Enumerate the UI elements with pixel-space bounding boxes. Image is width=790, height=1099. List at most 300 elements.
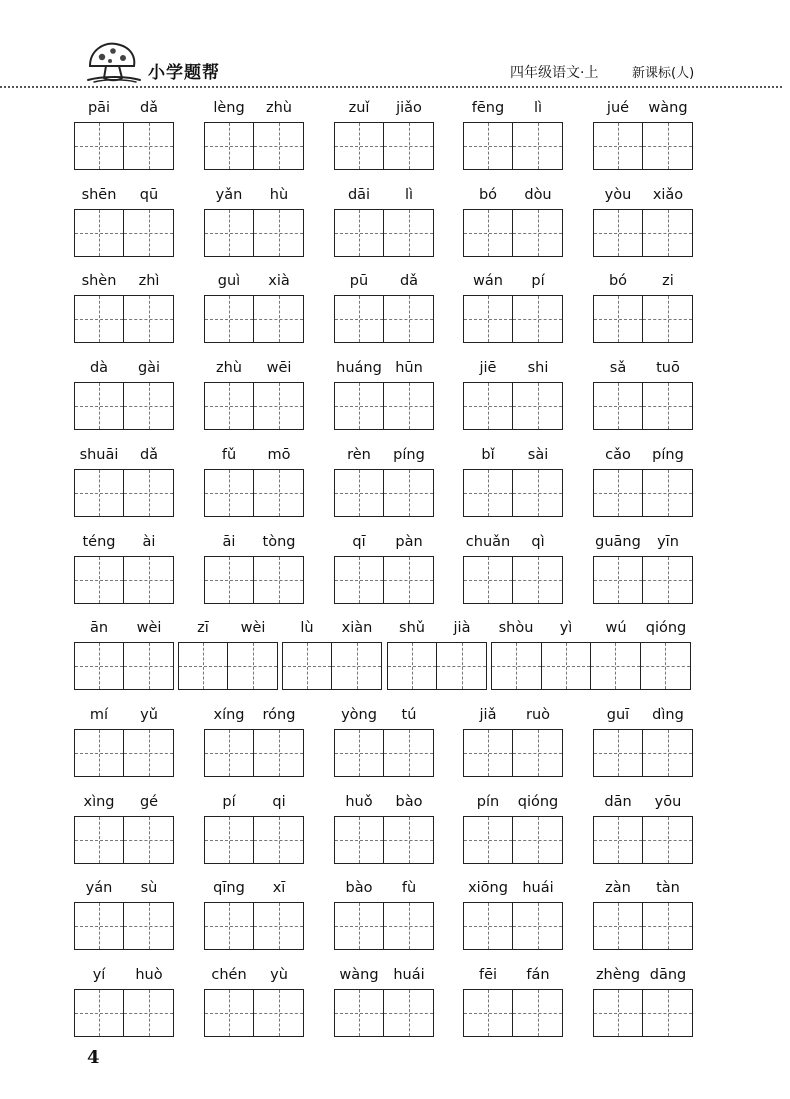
tianzige-cell[interactable] [75,990,124,1036]
tianzige-cell[interactable] [124,383,173,429]
pinyin-syllable: yǔ [140,706,158,723]
pinyin-syllable: wán [473,273,503,290]
writing-boxes [593,556,693,604]
tianzige-cell[interactable] [254,383,303,429]
tianzige-cell[interactable] [75,383,124,429]
pinyin-syllable: shòu [498,620,534,637]
word-item [74,534,174,614]
pinyin-label [593,707,693,725]
pinyin-syllable: huò [135,967,163,983]
tianzige-cell[interactable] [492,643,542,689]
writing-boxes [463,469,563,517]
tianzige-cell[interactable] [643,383,692,429]
tianzige-cell[interactable] [594,557,643,603]
tianzige-cell[interactable] [464,730,513,776]
pinyin-label [334,534,434,552]
writing-boxes [491,642,691,690]
pinyin-syllable: dǎ [399,273,419,290]
pinyin-label [74,100,174,118]
tianzige-cell[interactable] [641,643,691,689]
tianzige-cell[interactable] [591,643,641,689]
word-item [204,187,304,267]
tianzige-cell[interactable] [643,210,692,256]
tianzige-cell[interactable] [205,817,254,863]
writing-boxes [334,556,434,604]
pinyin-syllable: hūn [395,360,423,377]
pinyin-label [204,100,304,118]
writing-boxes [463,902,563,950]
pinyin-syllable: pí [531,273,545,290]
writing-boxes [463,209,563,257]
tianzige-cell[interactable] [643,903,692,949]
word-item [593,794,693,874]
tianzige-cell[interactable] [384,123,433,169]
writing-boxes [204,469,304,517]
writing-boxes [593,902,693,950]
tianzige-cell[interactable] [384,210,433,256]
tianzige-cell[interactable] [124,990,173,1036]
writing-boxes [334,469,434,517]
word-item [334,794,434,874]
tianzige-cell[interactable] [643,123,692,169]
pinyin-label [593,100,693,118]
pinyin-syllable: bǐ [481,446,495,463]
pinyin-syllable: yí [92,967,106,983]
pinyin-syllable: chuǎn [465,533,511,550]
pinyin-label [204,967,304,985]
pinyin-label [593,273,693,291]
exercise-row [0,794,790,874]
tianzige-cell[interactable] [75,643,124,689]
pinyin-label [204,794,304,812]
tianzige-cell[interactable] [205,990,254,1036]
tianzige-cell[interactable] [513,903,562,949]
tianzige-cell[interactable] [335,557,384,603]
pinyin-syllable: āi [222,533,236,550]
writing-boxes [334,902,434,950]
tianzige-cell[interactable] [205,557,254,603]
pinyin-syllable: guī [606,706,630,723]
pinyin-syllable: shēn [81,186,117,203]
pinyin-syllable: qīng [213,880,245,897]
writing-boxes [593,729,693,777]
tianzige-cell[interactable] [384,990,433,1036]
tianzige-cell[interactable] [75,470,124,516]
pinyin-syllable: xī [272,880,286,897]
tianzige-cell[interactable] [464,470,513,516]
pinyin-label [593,187,693,205]
pinyin-syllable: dāng [649,967,687,983]
pinyin-label [74,707,174,725]
word-item [74,100,174,180]
tianzige-cell[interactable] [205,296,254,342]
writing-boxes [593,816,693,864]
writing-boxes [463,816,563,864]
pinyin-syllable: shi [527,360,549,377]
tianzige-cell[interactable] [513,470,562,516]
pinyin-label [463,967,563,985]
tianzige-cell[interactable] [75,730,124,776]
pinyin-label [334,273,434,291]
tianzige-cell[interactable] [254,470,303,516]
tianzige-cell[interactable] [464,990,513,1036]
word-item [204,880,304,960]
tianzige-cell[interactable] [205,903,254,949]
tianzige-cell[interactable] [205,123,254,169]
exercise-row [0,273,790,353]
pinyin-label [463,100,563,118]
tianzige-cell[interactable] [335,903,384,949]
writing-boxes [593,122,693,170]
pinyin-label [334,100,434,118]
pinyin-syllable: yōu [654,793,682,810]
tianzige-cell[interactable] [75,210,124,256]
word-item [463,707,563,787]
pinyin-label [74,794,174,812]
pinyin-label [204,360,304,378]
pinyin-syllable: píng [393,446,425,463]
tianzige-cell[interactable] [179,643,228,689]
tianzige-cell[interactable] [437,643,486,689]
pinyin-syllable: dǎ [139,100,159,116]
word-item [463,880,563,960]
tianzige-cell[interactable] [75,903,124,949]
tianzige-cell[interactable] [254,730,303,776]
pinyin-syllable: yīn [657,533,679,550]
writing-boxes [74,556,174,604]
pinyin-syllable: tú [401,706,417,723]
pinyin-syllable: jià [453,620,471,637]
pinyin-syllable: fán [526,967,550,983]
tianzige-cell[interactable] [513,817,562,863]
writing-boxes [74,902,174,950]
pinyin-syllable: tuō [656,360,680,377]
pinyin-syllable: gài [137,360,161,377]
tianzige-cell[interactable] [124,643,173,689]
tianzige-cell[interactable] [464,123,513,169]
pinyin-syllable: mō [267,446,291,463]
tianzige-cell[interactable] [335,990,384,1036]
pinyin-syllable: yòng [341,706,377,723]
pinyin-label [334,360,434,378]
tianzige-cell[interactable] [335,730,384,776]
word-item [334,273,434,353]
tianzige-cell[interactable] [594,296,643,342]
word-item [204,794,304,874]
tianzige-cell[interactable] [643,470,692,516]
word-item [334,880,434,960]
writing-boxes [204,729,304,777]
exercise-row [0,967,790,1047]
tianzige-cell[interactable] [513,210,562,256]
tianzige-cell[interactable] [335,123,384,169]
pinyin-syllable: zhù [216,360,242,377]
writing-boxes [74,295,174,343]
tianzige-cell[interactable] [124,730,173,776]
pinyin-syllable: zī [197,620,209,637]
tianzige-cell[interactable] [283,643,332,689]
tianzige-cell[interactable] [388,643,437,689]
tianzige-cell[interactable] [384,730,433,776]
tianzige-cell[interactable] [464,817,513,863]
word-item [334,534,434,614]
tianzige-cell[interactable] [335,296,384,342]
pinyin-label [593,534,693,552]
tianzige-cell[interactable] [124,557,173,603]
tianzige-cell[interactable] [594,470,643,516]
pinyin-syllable: sǎ [609,360,627,377]
tianzige-cell[interactable] [205,470,254,516]
tianzige-cell[interactable] [464,296,513,342]
tianzige-cell[interactable] [464,903,513,949]
pinyin-syllable: dìng [652,706,684,723]
tianzige-cell[interactable] [513,557,562,603]
pinyin-syllable: xíng [213,706,245,723]
writing-boxes [74,382,174,430]
pinyin-syllable: xìng [83,793,115,810]
tianzige-cell[interactable] [335,817,384,863]
tianzige-cell[interactable] [75,296,124,342]
tianzige-cell[interactable] [254,557,303,603]
tianzige-cell[interactable] [335,383,384,429]
pinyin-label [463,273,563,291]
tianzige-cell[interactable] [643,730,692,776]
tianzige-cell[interactable] [643,296,692,342]
writing-boxes [334,729,434,777]
tianzige-cell[interactable] [332,643,381,689]
pinyin-syllable: hù [269,186,289,203]
pinyin-label [463,794,563,812]
exercise-row [0,620,790,700]
writing-boxes [74,469,174,517]
tianzige-cell[interactable] [464,383,513,429]
word-item [74,360,174,440]
pinyin-syllable: qióng [517,793,559,810]
word-item [74,707,174,787]
pinyin-syllable: mí [89,706,109,723]
pinyin-syllable: lì [404,186,414,203]
pinyin-label [204,534,304,552]
word-item [74,447,174,527]
tianzige-cell[interactable] [254,990,303,1036]
pinyin-syllable: jiǎo [396,100,422,116]
writing-boxes [282,642,382,690]
pinyin-label [463,447,563,465]
writing-boxes [334,989,434,1037]
tianzige-cell[interactable] [335,470,384,516]
pinyin-syllable: zàn [605,880,631,897]
pinyin-label [593,447,693,465]
tianzige-cell[interactable] [228,643,277,689]
pinyin-syllable: sù [140,880,158,897]
word-item [463,187,563,267]
word-item [463,100,563,180]
pinyin-label [204,187,304,205]
tianzige-cell[interactable] [594,817,643,863]
pinyin-syllable: wēi [266,360,292,377]
tianzige-cell[interactable] [594,383,643,429]
tianzige-cell[interactable] [513,123,562,169]
tianzige-cell[interactable] [513,296,562,342]
writing-boxes [463,122,563,170]
pinyin-syllable: qi [272,793,286,810]
pinyin-syllable: bào [395,793,423,810]
tianzige-cell[interactable] [75,557,124,603]
pinyin-label [593,794,693,812]
writing-boxes [204,122,304,170]
word-item [334,447,434,527]
pinyin-syllable: ān [89,620,109,637]
pinyin-syllable: fēng [471,100,505,116]
pinyin-syllable: lì [533,100,543,116]
pinyin-syllable: jiǎ [479,706,497,723]
tianzige-cell[interactable] [594,903,643,949]
pinyin-label [74,273,174,291]
tianzige-cell[interactable] [384,903,433,949]
tianzige-cell[interactable] [124,296,173,342]
tianzige-cell[interactable] [205,730,254,776]
tianzige-cell[interactable] [594,123,643,169]
word-item [593,534,693,614]
edition-label: 新课标(人) [632,66,695,81]
pinyin-syllable: zhù [266,100,292,116]
tianzige-cell[interactable] [643,990,692,1036]
word-item [74,620,174,700]
pinyin-syllable: wàng [648,100,688,116]
writing-boxes [74,989,174,1037]
tianzige-cell[interactable] [643,557,692,603]
exercise-row [0,360,790,440]
pinyin-label [204,880,304,898]
exercise-row [0,187,790,267]
pinyin-syllable: guì [217,273,241,290]
word-item [334,100,434,180]
word-item [204,967,304,1047]
pinyin-syllable: píng [652,446,684,463]
word-item [204,100,304,180]
word-item [74,187,174,267]
tianzige-cell[interactable] [254,817,303,863]
tianzige-cell[interactable] [254,296,303,342]
writing-boxes [74,209,174,257]
word-item [593,707,693,787]
word-item [204,707,304,787]
pinyin-label [74,534,174,552]
pinyin-syllable: chén [211,967,247,983]
pinyin-syllable: dān [604,793,632,810]
pinyin-label [593,880,693,898]
tianzige-cell[interactable] [513,990,562,1036]
tianzige-cell[interactable] [513,383,562,429]
pinyin-label [334,794,434,812]
pinyin-syllable: lèng [213,100,245,116]
pinyin-label [334,707,434,725]
word-item [334,187,434,267]
word-item [463,534,563,614]
pinyin-syllable: huáng [336,360,382,377]
tianzige-cell[interactable] [335,210,384,256]
tianzige-cell[interactable] [205,383,254,429]
tianzige-cell[interactable] [254,123,303,169]
pinyin-syllable: pí [222,793,236,810]
pinyin-label [463,534,563,552]
tianzige-cell[interactable] [594,730,643,776]
tianzige-cell[interactable] [124,903,173,949]
word-item [204,534,304,614]
tianzige-cell[interactable] [124,470,173,516]
tianzige-cell[interactable] [643,817,692,863]
pinyin-syllable: xiōng [468,880,508,897]
pinyin-label [334,447,434,465]
tianzige-cell[interactable] [594,210,643,256]
pinyin-syllable: pàn [395,533,423,550]
pinyin-syllable: dà [89,360,109,377]
tianzige-cell[interactable] [124,210,173,256]
writing-boxes [204,209,304,257]
pinyin-syllable: xiǎo [652,186,684,203]
tianzige-cell[interactable] [124,817,173,863]
writing-boxes [204,989,304,1037]
tianzige-cell[interactable] [594,990,643,1036]
word-item [282,620,382,700]
tianzige-cell[interactable] [384,296,433,342]
tianzige-cell[interactable] [254,903,303,949]
tianzige-cell[interactable] [205,210,254,256]
pinyin-syllable: gé [139,793,159,810]
pinyin-syllable: zuǐ [348,100,370,116]
pinyin-syllable: téng [82,533,116,550]
pinyin-syllable: huái [522,880,554,897]
pinyin-syllable: rèn [347,446,371,463]
pinyin-syllable: jiē [479,360,497,377]
word-item [593,100,693,180]
pinyin-syllable: xiàn [341,620,373,637]
tianzige-cell[interactable] [75,817,124,863]
exercise-row [0,880,790,960]
writing-boxes [204,295,304,343]
tianzige-cell[interactable] [75,123,124,169]
pinyin-syllable: yì [559,620,573,637]
tianzige-cell[interactable] [384,817,433,863]
word-item [593,273,693,353]
pinyin-syllable: dāi [347,186,371,203]
tianzige-cell[interactable] [464,210,513,256]
pinyin-label [74,880,174,898]
word-item [593,880,693,960]
tianzige-cell[interactable] [254,210,303,256]
pinyin-syllable: wàng [339,967,379,983]
writing-boxes [178,642,278,690]
tianzige-cell[interactable] [513,730,562,776]
word-item [74,880,174,960]
pinyin-syllable: qióng [645,620,687,637]
tianzige-cell[interactable] [542,643,592,689]
pinyin-syllable: pū [349,273,369,290]
pinyin-syllable: ruò [525,706,551,723]
writing-boxes [463,382,563,430]
pinyin-label [334,967,434,985]
tianzige-cell[interactable] [384,470,433,516]
tianzige-cell[interactable] [384,557,433,603]
pinyin-syllable: xià [268,273,290,290]
tianzige-cell[interactable] [464,557,513,603]
writing-boxes [334,816,434,864]
tianzige-cell[interactable] [384,383,433,429]
pinyin-label [204,447,304,465]
pinyin-syllable: sài [527,446,549,463]
word-item [463,360,563,440]
tianzige-cell[interactable] [124,123,173,169]
